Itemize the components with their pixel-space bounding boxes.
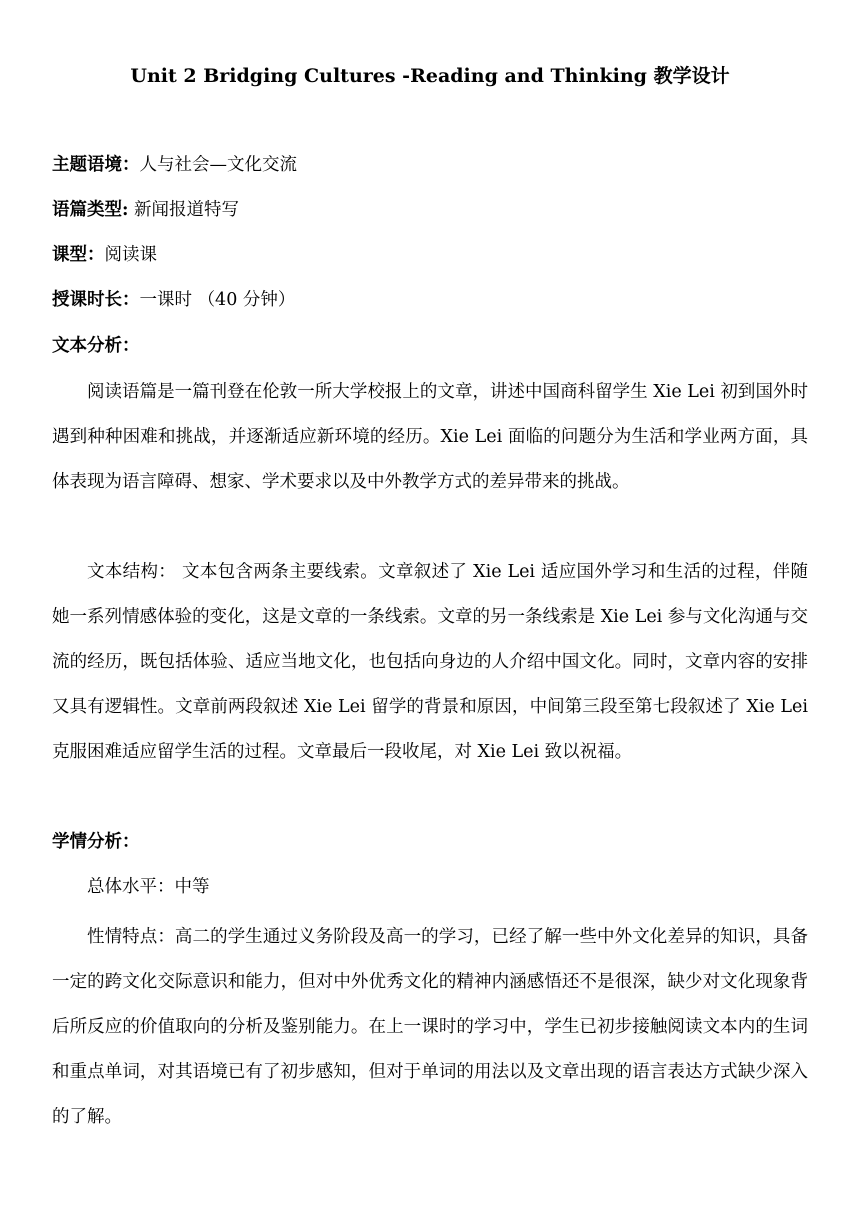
- duration-value: 一课时 （40 分钟）: [139, 290, 296, 310]
- theme-label: 主题语境：: [52, 155, 140, 175]
- theme-line: [52, 151, 297, 179]
- overall-level-line: 总体水平：中等: [87, 877, 210, 897]
- duration-line: [52, 286, 295, 314]
- lesson-type-line: [52, 241, 157, 269]
- genre-label: 语篇类型:: [52, 200, 129, 220]
- genre-value: 新闻报道特写: [128, 200, 240, 220]
- document-title: Unit 2 Bridging Cultures -Reading and Thinking 教学设计: [130, 65, 730, 87]
- text-analysis-heading: 文本分析：: [52, 336, 140, 356]
- genre-line: [52, 196, 239, 224]
- lesson-type-value: 阅读课: [104, 245, 157, 265]
- text-analysis-paragraph-1: 阅读语篇是一篇刊登在伦敦一所大学校报上的文章，讲述中国商科留学生 Xie Lei 初到国外时遇到种种困难和挑战，并逐渐适应新环境的经历。Xie Lei 面临的问题分为生活和学业两方面，具体表现为语言障碍、想家、学术要求以及中外教学方式的差异带来的挑战。: [52, 382, 808, 492]
- lesson-type-label: 课型：: [52, 245, 105, 265]
- student-analysis-heading: 学情分析：: [52, 832, 140, 852]
- student-characteristics-paragraph: 性情特点：高二的学生通过义务阶段及高一的学习，已经了解一些中外文化差异的知识，具备一定的跨文化交际意识和能力，但对中外优秀文化的精神内涵感悟还不是很深，缺少对文化现象背后所反应的价值取向的分析及鉴别能力。在上一课时的学习中，学生已初步接触阅读文本内的生词和重点单词，对其语境已有了初步感知，但对于单词的用法以及文章出现的语言表达方式缺少深入的了解。: [52, 927, 808, 1127]
- theme-value: 人与社会—文化交流: [139, 155, 297, 175]
- duration-label: 授课时长：: [52, 290, 140, 310]
- text-structure-paragraph: 文本结构： 文本包含两条主要线索。文章叙述了 Xie Lei 适应国外学习和生活的过程，伴随她一系列情感体验的变化，这是文章的一条线索。文章的另一条线索是 Xie Lei 参与文化沟通与交流的经历，既包括体验、适应当地文化，也包括向身边的人介绍中国文化。同时，文章内容的安排又具有逻辑性。文章前两段叙述 Xie Lei 留学的背景和原因，中间第三段至第七段叙述了 Xie Lei 克服困难适应留学生活的过程。文章最后一段收尾，对 Xie Lei 致以祝福。: [52, 562, 808, 762]
